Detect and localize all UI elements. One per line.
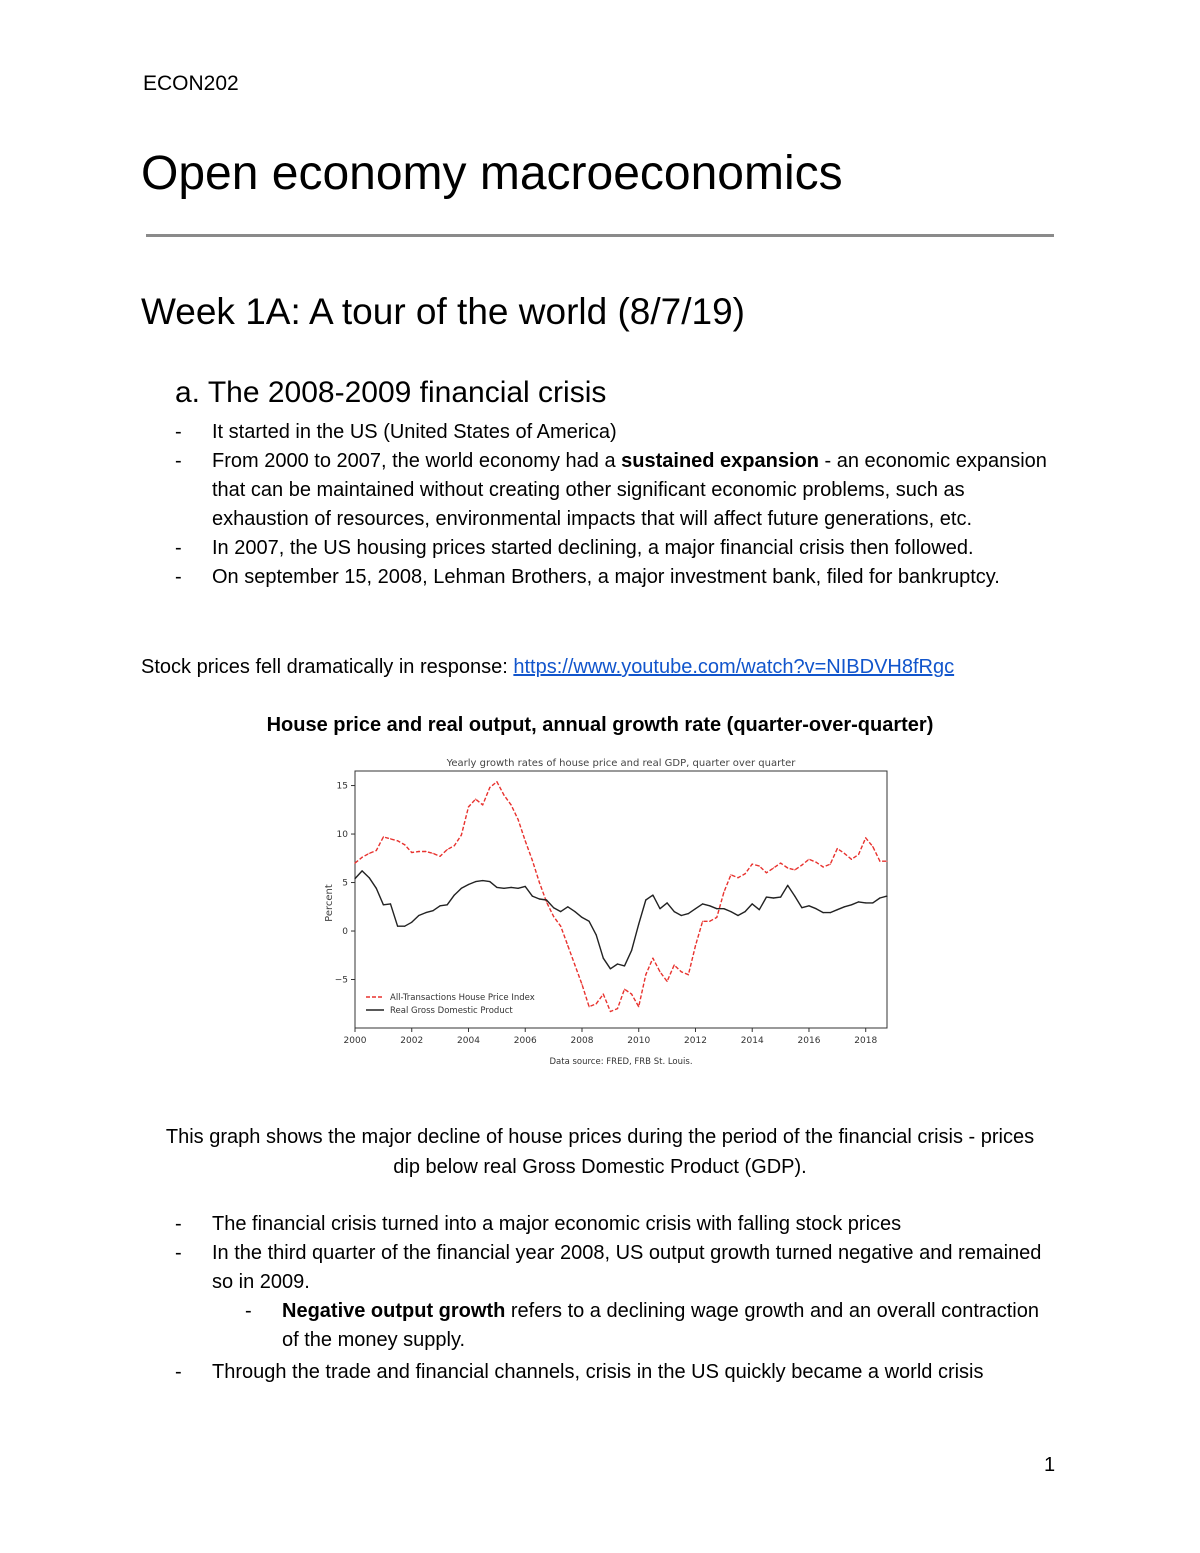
real-gdp-series-point <box>369 877 370 878</box>
real-gdp-series-point <box>794 896 795 897</box>
term-sustained-expansion: sustained expansion <box>621 450 819 472</box>
house-price-series-point <box>730 874 731 875</box>
x-tick-label: 2000 <box>343 1036 367 1046</box>
real-gdp-series-point <box>808 905 809 906</box>
house-price-series-point <box>808 859 809 860</box>
real-gdp-series-point <box>532 896 533 897</box>
x-tick-label: 2018 <box>854 1036 878 1046</box>
plot-frame <box>355 771 887 1028</box>
real-gdp-series-point <box>723 908 724 909</box>
list-item-text: The financial crisis turned into a major economic crisis with falling stock prices <box>212 1213 902 1235</box>
real-gdp-series-point <box>454 895 455 896</box>
x-tick-label: 2008 <box>570 1036 594 1046</box>
x-tick-label: 2002 <box>400 1036 424 1046</box>
chart-title: Yearly growth rates of house price and real GDP, quarter over quarter <box>446 758 796 769</box>
house-price-series-point <box>447 849 448 850</box>
chart-caption: This graph shows the major decline of house prices during the period of the financial crisis - prices dip below real Gross Domestic Product (GDP). <box>165 1126 1035 1178</box>
x-tick-label: 2012 <box>684 1036 707 1046</box>
house-price-series-point <box>858 854 859 855</box>
house-price-series-point <box>589 1006 590 1007</box>
list-item-text: On september 15, 2008, Lehman Brothers, a major investment bank, filed for bankruptcy. <box>212 566 1000 588</box>
growth-rate-chart <box>310 748 900 1073</box>
real-gdp-series-point <box>851 904 852 905</box>
chart-heading: House price and real output, annual growth rate (quarter-over-quarter) <box>266 714 934 736</box>
real-gdp-series-point <box>482 880 483 881</box>
real-gdp-series-point <box>610 968 611 969</box>
house-price-series-point <box>709 921 710 922</box>
term-negative-output-growth: Negative output growth <box>282 1300 506 1322</box>
real-gdp-series-point <box>503 888 504 889</box>
list-item-text: Through the trade and financial channels, crisis in the US quickly became a world crisis <box>212 1361 984 1383</box>
real-gdp-series-point <box>624 965 625 966</box>
real-gdp-series-point <box>617 963 618 964</box>
real-gdp-series-point <box>581 917 582 918</box>
real-gdp-series-point <box>702 903 703 904</box>
house-price-series-point <box>518 819 519 820</box>
real-gdp-series-point <box>560 911 561 912</box>
house-price-series-point <box>383 836 384 837</box>
house-price-series-point <box>567 945 568 946</box>
list-item <box>175 447 1055 534</box>
list-item <box>175 1239 1055 1297</box>
bullet-list-economic-crisis <box>175 1210 1055 1297</box>
course-code: ECON202 <box>143 72 239 95</box>
real-gdp-series-point <box>489 881 490 882</box>
y-tick-label: −5 <box>334 975 348 986</box>
real-gdp-series-point <box>567 906 568 907</box>
real-gdp-series-point <box>631 950 632 951</box>
house-price-series-point <box>631 994 632 995</box>
real-gdp-series-point <box>858 901 859 902</box>
house-price-series-point <box>617 1008 618 1009</box>
dash-marker: - <box>245 1300 252 1322</box>
house-price-series-point <box>752 864 753 865</box>
real-gdp-series-line <box>355 871 887 969</box>
real-gdp-series-point <box>695 908 696 909</box>
house-price-series-point <box>532 860 533 861</box>
house-price-series-point <box>397 840 398 841</box>
house-price-series-point <box>610 1011 611 1012</box>
house-price-series-point <box>794 869 795 870</box>
real-gdp-series-point <box>553 907 554 908</box>
real-gdp-series-point <box>596 934 597 935</box>
house-price-series-line <box>355 782 887 1012</box>
real-gdp-series-point <box>837 909 838 910</box>
x-tick-label: 2004 <box>457 1036 480 1046</box>
real-gdp-series-point <box>418 915 419 916</box>
house-price-series-point <box>482 804 483 805</box>
list-item-text: refers to a declining wage growth and an overall contraction of the money supply. <box>282 1300 1039 1351</box>
real-gdp-series-point <box>404 926 405 927</box>
x-tick-label: 2016 <box>797 1036 821 1046</box>
house-price-series-point <box>723 892 724 893</box>
real-gdp-series-point <box>780 897 781 898</box>
house-price-series-point <box>369 853 370 854</box>
list-item <box>175 418 1055 447</box>
real-gdp-series-point <box>468 884 469 885</box>
real-gdp-series-point <box>539 898 540 899</box>
house-price-series-point <box>390 838 391 839</box>
house-price-series-point <box>823 866 824 867</box>
house-price-series-point <box>780 863 781 864</box>
y-axis-label: Percent <box>324 884 335 922</box>
house-price-series-point <box>638 1006 639 1007</box>
real-gdp-series-point <box>667 902 668 903</box>
list-item-text: In 2007, the US housing prices started declining, a major financial crisis then followed. <box>212 537 974 559</box>
real-gdp-series-point <box>681 915 682 916</box>
real-gdp-series-point <box>376 888 377 889</box>
house-price-series-point <box>773 867 774 868</box>
legend-label-house: All-Transactions House Price Index <box>390 993 535 1003</box>
week-heading: Week 1A: A tour of the world (8/7/19) <box>141 291 745 332</box>
dash-marker: - <box>175 566 182 588</box>
house-price-series-point <box>886 861 887 862</box>
real-gdp-series-point <box>603 958 604 959</box>
bullet-list-crisis <box>175 418 1055 592</box>
page-number: 1 <box>1044 1454 1056 1476</box>
house-price-series-point <box>688 974 689 975</box>
list-item-text: It started in the US (United States of America) <box>212 421 617 443</box>
house-price-series-point <box>503 795 504 796</box>
house-price-series-point <box>489 787 490 788</box>
house-price-series-point <box>659 971 660 972</box>
house-price-series-point <box>737 877 738 878</box>
real-gdp-series-point <box>397 926 398 927</box>
real-gdp-series-point <box>766 897 767 898</box>
house-price-series-point <box>759 865 760 866</box>
bullet-list-world-crisis <box>175 1358 1055 1387</box>
real-gdp-series-point <box>390 903 391 904</box>
house-price-series-point <box>574 964 575 965</box>
y-tick-label: 10 <box>336 830 348 841</box>
house-price-series-point <box>801 865 802 866</box>
house-price-series-point <box>603 994 604 995</box>
real-gdp-series-point <box>659 908 660 909</box>
y-tick-label: 0 <box>342 927 348 938</box>
real-gdp-series-point <box>879 897 880 898</box>
house-price-series-point <box>879 861 880 862</box>
house-price-series-point <box>560 926 561 927</box>
legend-label-gdp: Real Gross Domestic Product <box>390 1006 513 1016</box>
sub-bullet-list <box>245 1297 1055 1355</box>
house-price-series-point <box>596 1003 597 1004</box>
stock-prices-paragraph <box>141 653 954 682</box>
house-price-series-point <box>652 958 653 959</box>
real-gdp-series-point <box>745 911 746 912</box>
list-item <box>175 563 1055 592</box>
real-gdp-series-point <box>773 897 774 898</box>
real-gdp-series-point <box>716 908 717 909</box>
house-price-series-point <box>376 850 377 851</box>
house-price-series-point <box>511 804 512 805</box>
house-price-series-point <box>553 916 554 917</box>
house-price-series-point <box>645 974 646 975</box>
dash-marker: - <box>175 1242 182 1264</box>
real-gdp-series-point <box>730 911 731 912</box>
house-price-series-point <box>432 853 433 854</box>
real-gdp-series-point <box>362 870 363 871</box>
real-gdp-series-point <box>574 911 575 912</box>
real-gdp-series-point <box>652 895 653 896</box>
house-price-series-point <box>354 863 355 864</box>
chart-legend <box>366 993 535 1016</box>
house-price-series-point <box>851 859 852 860</box>
real-gdp-series-point <box>801 907 802 908</box>
house-price-series-point <box>362 857 363 858</box>
house-price-series-point <box>837 848 838 849</box>
list-item <box>175 1358 1055 1387</box>
house-price-series-point <box>411 852 412 853</box>
house-price-series-point <box>865 837 866 838</box>
real-gdp-series-point <box>823 912 824 913</box>
real-gdp-series-point <box>752 903 753 904</box>
list-item-text-cont: - an economic expansion that can be maintained without creating other significant economic problems, such as exhaustion of resources, environmental impacts that will affect future generations, etc. <box>212 450 1047 530</box>
house-price-series-point <box>525 840 526 841</box>
house-price-series-point <box>461 834 462 835</box>
x-tick-label: 2010 <box>627 1036 651 1046</box>
real-gdp-series-point <box>688 913 689 914</box>
house-price-series-point <box>425 851 426 852</box>
y-axis <box>335 782 355 986</box>
house-price-series-point <box>787 867 788 868</box>
section-heading-a: a. The 2008-2009 financial crisis <box>175 376 607 409</box>
house-price-series-point <box>454 845 455 846</box>
house-price-series-point <box>674 964 675 965</box>
dash-marker: - <box>175 1361 182 1383</box>
title-divider <box>146 234 1054 237</box>
real-gdp-series-point <box>475 881 476 882</box>
house-price-series-point <box>667 981 668 982</box>
real-gdp-series-point <box>816 908 817 909</box>
real-gdp-series-point <box>440 905 441 906</box>
house-price-series-point <box>581 984 582 985</box>
real-gdp-series-point <box>844 906 845 907</box>
house-price-series-point <box>539 882 540 883</box>
house-price-series-point <box>418 851 419 852</box>
list-item <box>175 1210 1055 1239</box>
real-gdp-series-point <box>447 904 448 905</box>
real-gdp-series-point <box>461 888 462 889</box>
youtube-link[interactable]: https://www.youtube.com/watch?v=NIBDVH8fRgc <box>513 656 955 678</box>
x-tick-label: 2006 <box>513 1036 537 1046</box>
real-gdp-series-point <box>589 921 590 922</box>
house-price-series-point <box>440 856 441 857</box>
house-price-series-point <box>496 781 497 782</box>
real-gdp-series-point <box>638 924 639 925</box>
house-price-series-point <box>695 945 696 946</box>
house-price-series-point <box>716 917 717 918</box>
real-gdp-series-point <box>737 915 738 916</box>
house-price-series-point <box>816 862 817 863</box>
chart-series <box>354 781 887 1012</box>
dash-marker: - <box>175 421 182 443</box>
house-price-series-point <box>766 872 767 873</box>
dash-marker: - <box>175 537 182 559</box>
dash-marker: - <box>175 1213 182 1235</box>
real-gdp-series-point <box>759 909 760 910</box>
document-title: Open economy macroeconomics <box>141 147 843 200</box>
real-gdp-series-point <box>830 912 831 913</box>
real-gdp-series-point <box>518 888 519 889</box>
real-gdp-series-point <box>709 905 710 906</box>
real-gdp-series-point <box>432 910 433 911</box>
x-tick-label: 2014 <box>740 1036 764 1046</box>
x-axis <box>344 1028 878 1046</box>
list-item-text: From 2000 to 2007, the world economy had a <box>212 450 622 472</box>
stock-prices-text: Stock prices fell dramatically in response: <box>141 656 514 678</box>
real-gdp-series-point <box>787 885 788 886</box>
house-price-series-point <box>468 806 469 807</box>
chart-source: Data source: FRED, FRB St. Louis. <box>549 1057 693 1067</box>
house-price-series-point <box>404 844 405 845</box>
real-gdp-series-point <box>525 886 526 887</box>
house-price-series-point <box>844 853 845 854</box>
real-gdp-series-point <box>511 887 512 888</box>
y-tick-label: 5 <box>342 878 348 889</box>
real-gdp-series-point <box>865 902 866 903</box>
house-price-series-point <box>872 846 873 847</box>
house-price-series-point <box>830 864 831 865</box>
list-item-text: In the third quarter of the financial year 2008, US output growth turned negative and remained so in 2009. <box>212 1242 1042 1293</box>
real-gdp-series-point <box>674 911 675 912</box>
y-tick-label: 15 <box>336 781 348 792</box>
real-gdp-series-point <box>645 899 646 900</box>
list-item <box>175 534 1055 563</box>
real-gdp-series-point <box>496 887 497 888</box>
house-price-series-point <box>702 921 703 922</box>
real-gdp-series-point <box>383 904 384 905</box>
list-item <box>245 1297 1055 1355</box>
house-price-series-point <box>475 799 476 800</box>
house-price-series-point <box>745 873 746 874</box>
house-price-series-point <box>624 989 625 990</box>
real-gdp-series-point <box>886 896 887 897</box>
real-gdp-series-point <box>354 878 355 879</box>
real-gdp-series-point <box>411 922 412 923</box>
house-price-series-point <box>681 971 682 972</box>
real-gdp-series-point <box>546 899 547 900</box>
real-gdp-series-point <box>872 902 873 903</box>
dash-marker: - <box>175 450 182 472</box>
real-gdp-series-point <box>425 912 426 913</box>
